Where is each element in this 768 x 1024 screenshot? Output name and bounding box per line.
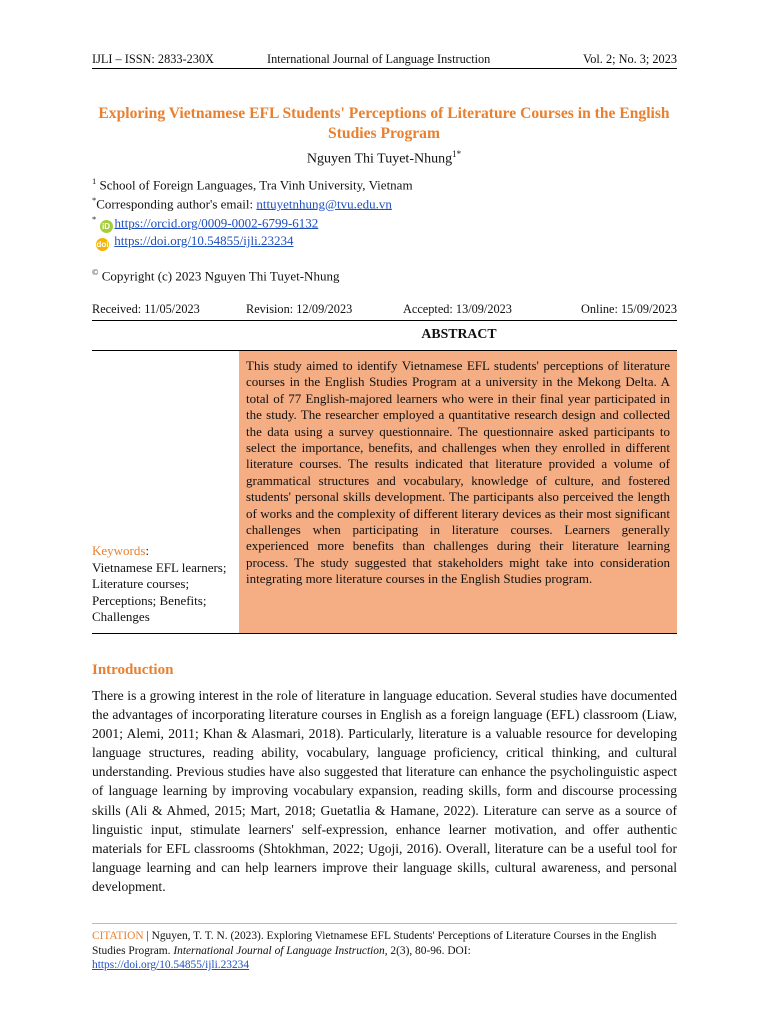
date-received: Received: 11/05/2023 (92, 302, 200, 316)
author-sup: 1* (452, 149, 462, 159)
keywords-text: Vietnamese EFL learners; Literature courses; Perceptions; Benefits; Challenges (92, 559, 227, 624)
keywords-label: Keywords (92, 543, 146, 558)
orcid-link[interactable]: https://orcid.org/0009-0002-6799-6132 (114, 215, 319, 231)
date-online: Online: 15/09/2023 (581, 302, 677, 316)
copyright-icon: © (92, 267, 99, 277)
date-accepted: Accepted: 13/09/2023 (403, 302, 512, 316)
corresponding-email-link[interactable]: nttuyetnhung@tvu.edu.vn (256, 196, 392, 212)
citation-label: CITATION (92, 930, 144, 942)
keywords-block: Keywords: Vietnamese EFL learners; Literature courses; Perceptions; Benefits; Challenges (92, 543, 227, 624)
introduction-heading: Introduction (92, 662, 174, 678)
abstract-heading: ABSTRACT (421, 326, 497, 341)
citation-journal: International Journal of Language Instruction (173, 944, 385, 957)
citation-rule (92, 923, 677, 924)
doi-link[interactable]: https://doi.org/10.54855/ijli.23234 (114, 233, 294, 248)
date-revision: Revision: 12/09/2023 (246, 302, 353, 316)
abstract-box (239, 351, 677, 633)
doi-icon: doi (96, 240, 109, 249)
affiliation: $^1$ School of Foreign Languages, Tra Vinh University, Vietnam (92, 176, 413, 193)
abstract-text: This study aimed to identify Vietnamese EFL students' perceptions of literature courses in the English Studies Program at a university in the Mekong Delta. A total of 77 English-majored learners who were in their final year participated in the study. The researcher employed a quantitative research design and collected the data using a survey questionnaire. The questionnaire asked participants to select the importance, benefits, and challenges when they enrolled in different literature courses. The results indicated that literature provided a volume of grammatical structures and vocabulary, knowledge of culture, and fostered students' personal skills development. The participants also perceived the length of works and the complexity of different literary devices as their most significant challenges when participating in literature courses. Learners generally experienced more benefits than challenges during their literature learning process. The study suggested that stakeholders might take into consideration integrating more literature courses in the English Studies program. (246, 358, 670, 587)
citation-doi-link[interactable]: https://doi.org/10.54855/ijli.23234 (92, 959, 250, 971)
abstract-rule-bottom (92, 633, 677, 634)
author-line (0, 149, 768, 168)
running-header-journal: International Journal of Language Instruction (267, 52, 491, 66)
orcid-line: * iD https://orcid.org/0009-0002-6799-6132 (92, 214, 319, 232)
doi-line (96, 233, 294, 251)
header-rule (92, 68, 677, 69)
introduction-paragraph: There is a growing interest in the role of literature in language education. Several studies have documented the advantages of incorporating literature courses in English as a foreign language (EFL) classroom (Liaw, 2001; Alemi, 2011; Khan & Alasmari, 2018). Particularly, literature is a valuable resource for developing language structures, reading ability, vocabulary, language proficiency, critical thinking, and cultural understanding. Previous studies have also suggested that literature can enhance the psycholinguistic aspect of language learning by improving vocabulary expansion, reading skills, form and discourse processing skills (Ali & Ahmed, 2015; Mart, 2018; Guetatlia & Hamane, 2022). Literature can serve as a source of linguistic input, stimulate learners' self-expression, enhance learner motivation, and offer authentic materials for EFL classrooms (Shtokhman, 2022; Ugoji, 2016). Overall, literature can be a useful tool for language learning and can help learners improve their language skills, cultural awareness, and personal development. (92, 688, 677, 894)
copyright-line: © Copyright (c) 2023 Nguyen Thi Tuyet-Nhung (92, 267, 340, 284)
author-name: Nguyen Thi Tuyet-Nhung (306, 151, 453, 167)
citation-block: CITATION | Nguyen, T. T. N. (2023). Exploring Vietnamese EFL Students' Perceptions of Literature Courses in the English Studies Program. International Journal of Language Instruction, 2(3), 80-96. DOI: https://doi.org/10.54855/ijli.23234 (92, 930, 657, 971)
running-header-volume: Vol. 2; No. 3; 2023 (582, 52, 677, 66)
orcid-icon: iD (100, 220, 113, 233)
running-header-issn: IJLI – ISSN: 2833-230X (92, 52, 214, 66)
corresponding-author: *Corresponding author's email: nttuyetnhung@tvu.edu.vn (92, 195, 392, 212)
dates-rule (92, 320, 677, 321)
paper-title: Exploring Vietnamese EFL Students' Perceptions of Literature Courses in the English Studies Program (98, 105, 670, 142)
